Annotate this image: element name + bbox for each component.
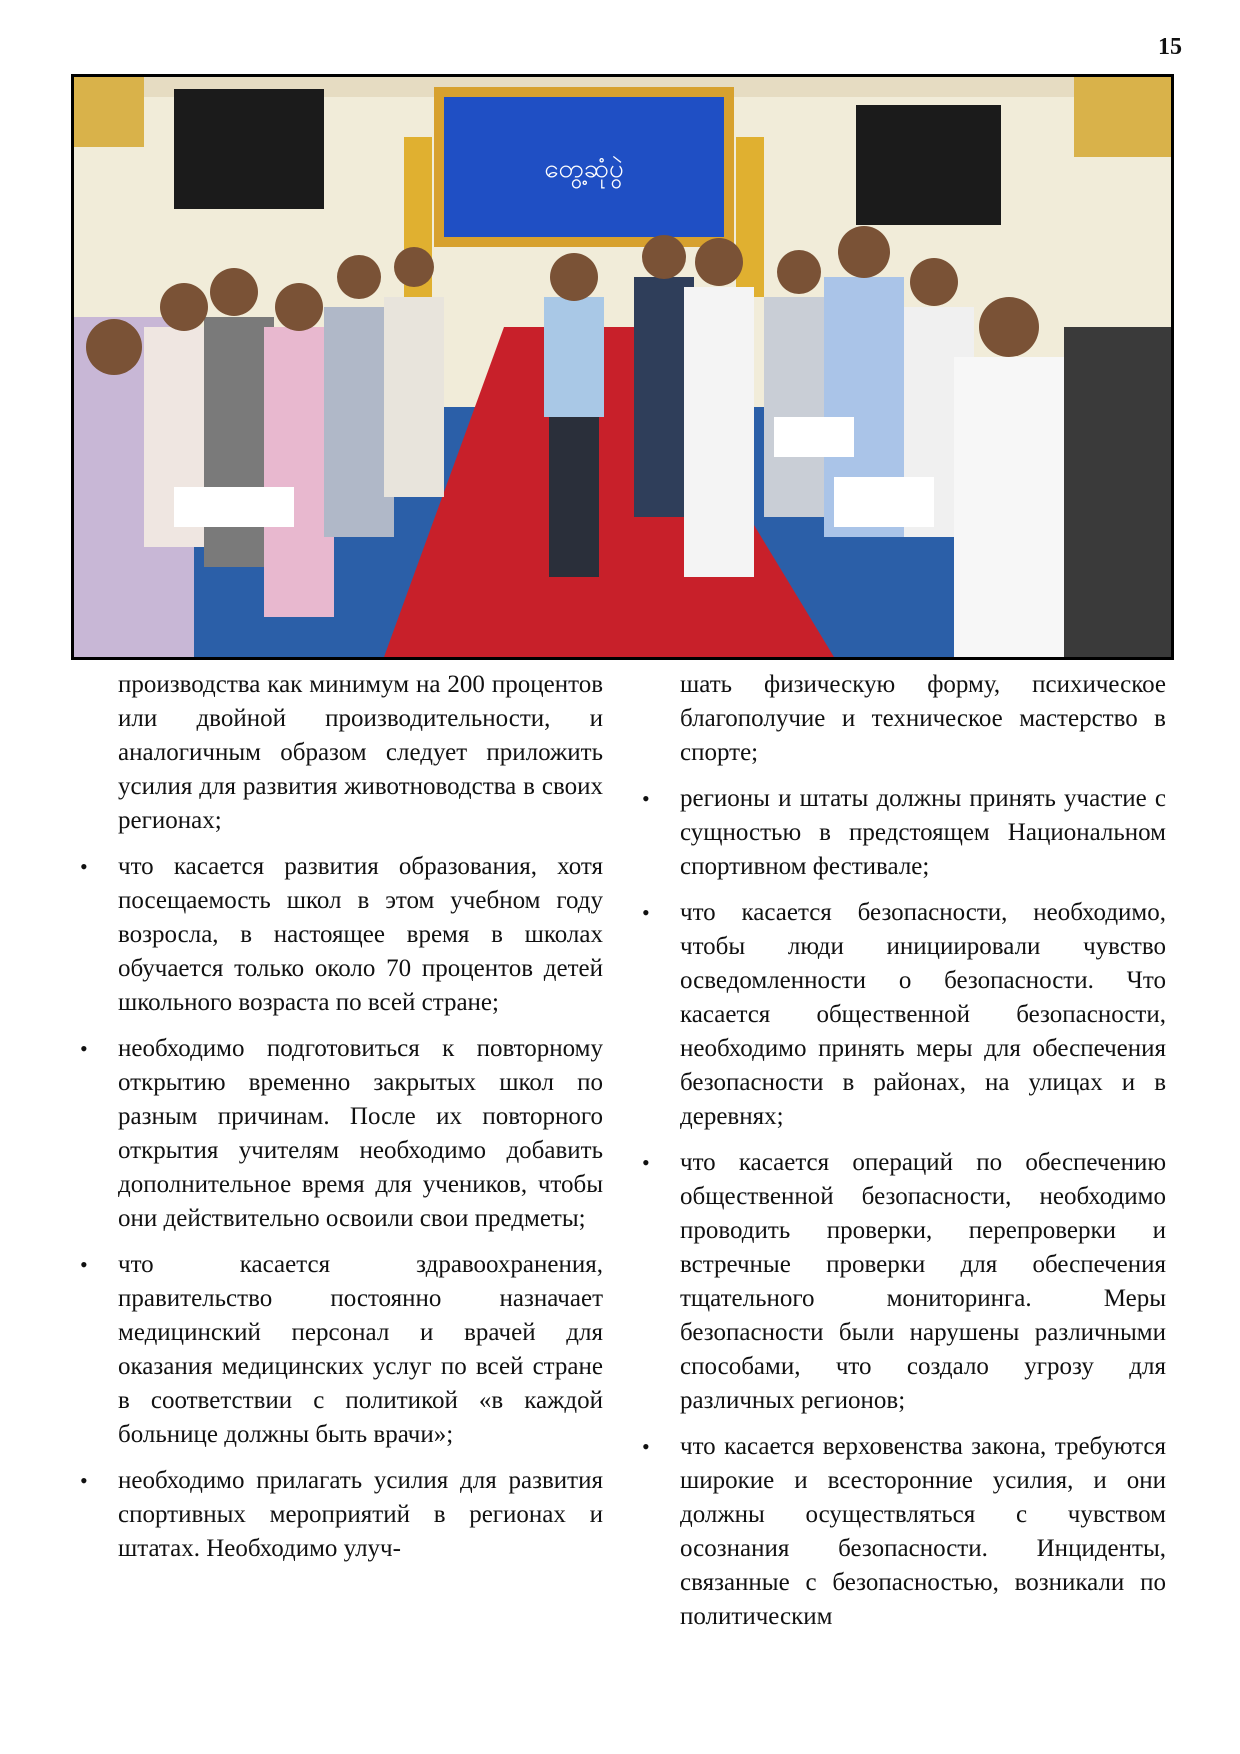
left-text-column	[118, 668, 603, 1578]
page-number: 15	[1158, 34, 1182, 60]
left-tv-screen	[174, 89, 324, 209]
right-bullet-law: • что касается верховенства закона, требуются широкие и всесторонние усилия, и они должны осуществляться с чувством осознания безопасности. Инциденты, связанные с безопасностью, возникали по политическим	[680, 1430, 1166, 1634]
central-figure	[544, 253, 604, 577]
meeting-photo	[71, 74, 1174, 660]
left-bullet-health: • что касается здравоохранения, правительство постоянно назначает медицинский персонал и врачей для оказания медицинских услуг по всей стране в соответствии с политикой «в каждой больнице должны быть врачи»;	[118, 1248, 603, 1452]
left-paragraph-1: производства как минимум на 200 процентов или двойной производительности, и аналогичным образом следует приложить усилия для развития животноводства в своих регионах;	[118, 671, 603, 834]
right-bullet-security: • что касается безопасности, необходимо, чтобы люди инициировали чувство осведомленности о безопасности. Что касается общественной безопасности, необходимо принять меры для обеспечения безопасности в районах, на улицах и в деревнях;	[680, 896, 1166, 1134]
right-ornament	[1074, 77, 1171, 157]
right-paragraph-1: шать физическую форму, психическое благополучие и техническое мастерство в спорте;	[680, 671, 1166, 766]
screen-title: တွေ့ဆုံပွဲ	[544, 154, 624, 184]
meeting-photo-illustration	[74, 77, 1171, 657]
left-ornament	[74, 77, 144, 147]
right-bullet-festival: • регионы и штаты должны принять участие с сущностью в предстоящем Национальном спортивном фестивале;	[680, 782, 1166, 884]
left-bullet-schools: • необходимо подготовиться к повторному открытию временно закрытых школ по разным причинам. После их повторного открытия учителям необходимо добавить дополнительное время для учеников, чтобы они действительно освоили свои предметы;	[118, 1032, 603, 1236]
left-bullet-education: • что касается развития образования, хотя посещаемость школ в этом учебном году возросла, в настоящее время в школах обучается только около 70 процентов детей школьного возраста по всей стране;	[118, 850, 603, 1020]
right-text-column	[680, 668, 1166, 1646]
right-bullet-operations: • что касается операций по обеспечению общественной безопасности, необходимо проводить проверки, перепроверки и встречные проверки для обеспечения тщательного мониторинга. Меры безопасности были нарушены различными способами, что создало угрозу для различных регионов;	[680, 1146, 1166, 1418]
left-bullet-sports: • необходимо прилагать усилия для развития спортивных мероприятий в регионах и штатах. Необходимо улуч-	[118, 1464, 603, 1566]
right-tv-screen	[856, 105, 1001, 225]
